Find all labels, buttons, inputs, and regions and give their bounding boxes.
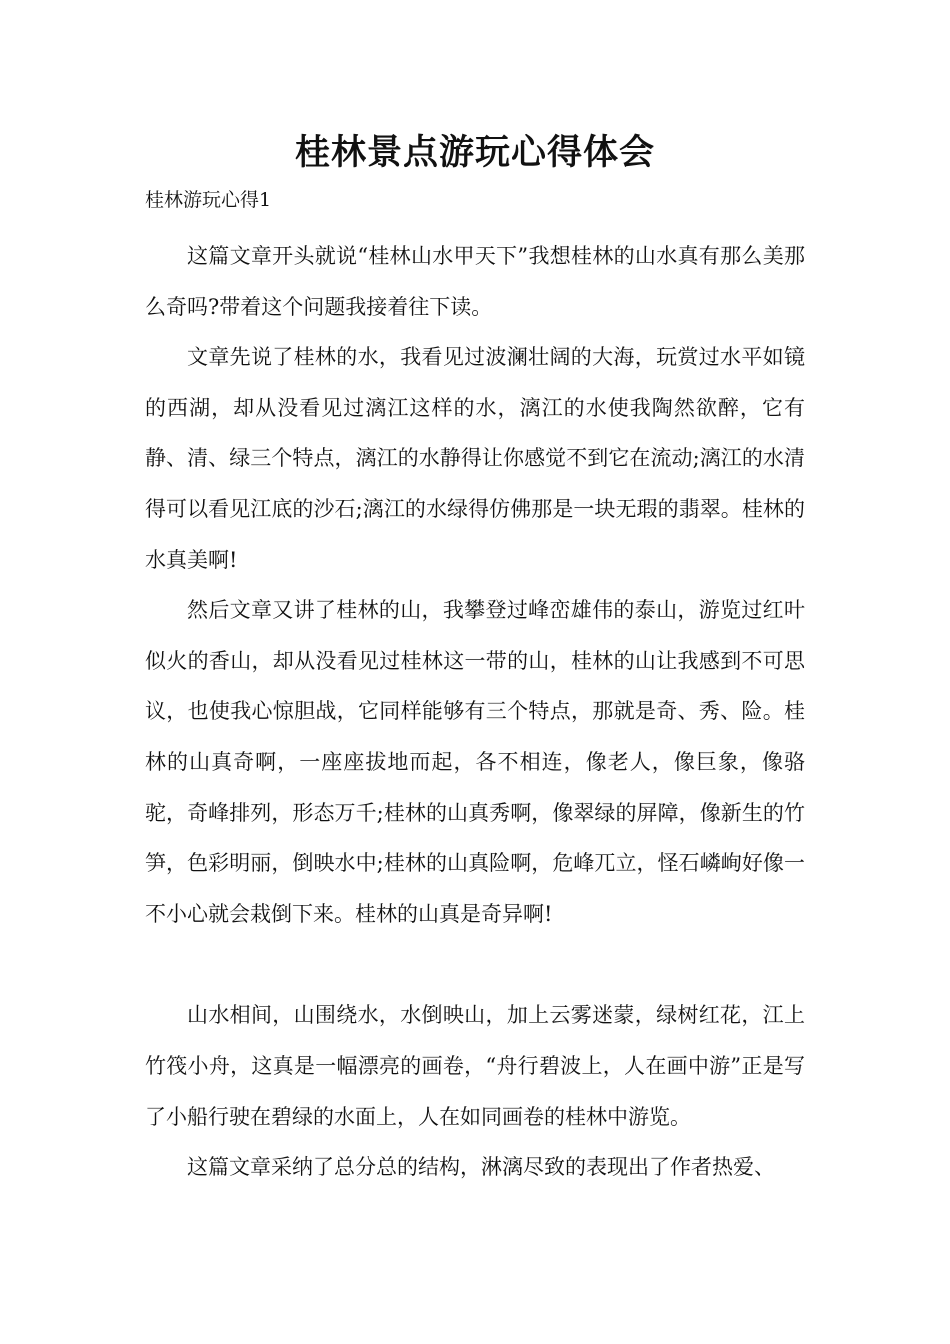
paragraph-structure: 这篇文章采纳了总分总的结构，淋漓尽致的表现出了作者热爱、: [187, 1155, 775, 1180]
document-body: [145, 231, 805, 1193]
document-title: 桂林景点游玩心得体会: [294, 133, 655, 173]
paragraph-intro: 这篇文章开头就说“桂林山水甲天下”我想桂林的山水真有那么美那么奇吗?带着这个问题我接着往下读。: [145, 244, 805, 319]
paragraph-mountains: 然后文章又讲了桂林的山，我攀登过峰峦雄伟的泰山，游览过红叶似火的香山，却从没看见过桂林这一带的山，桂林的山让我感到不可思议，也使我心惊胆战，它同样能够有三个特点，那就是奇、秀、险。桂林的山真奇啊，一座座拔地而起，各不相连，像老人，像巨象，像骆驼，奇峰排列，形态万千;桂林的山真秀啊，像翠绿的屏障，像新生的竹笋，色彩明丽，倒映水中;桂林的山真险啊，危峰兀立，怪石嶙峋好像一不小心就会栽倒下来。桂林的山真是奇异啊!: [145, 598, 805, 926]
document-subtitle: 桂林游玩心得1: [145, 189, 272, 211]
paragraph-spacer: [145, 939, 805, 990]
paragraph-water: 文章先说了桂林的水，我看见过波澜壮阔的大海，玩赏过水平如镜的西湖，却从没看见过漓江这样的水，漓江的水使我陶然欲醉，它有静、清、绿三个特点，漓江的水静得让你感觉不到它在流动;漓江的水清得可以看见江底的沙石;漓江的水绿得仿佛那是一块无瑕的翡翠。桂林的水真美啊!: [145, 345, 805, 572]
paragraph-scenery: 山水相间，山围绕水，水倒映山，加上云雾迷蒙，绿树红花，江上竹筏小舟，这真是一幅漂亮的画卷，“舟行碧波上，人在画中游”正是写了小船行驶在碧绿的水面上，人在如同画卷的桂林中游览。: [145, 1003, 805, 1129]
